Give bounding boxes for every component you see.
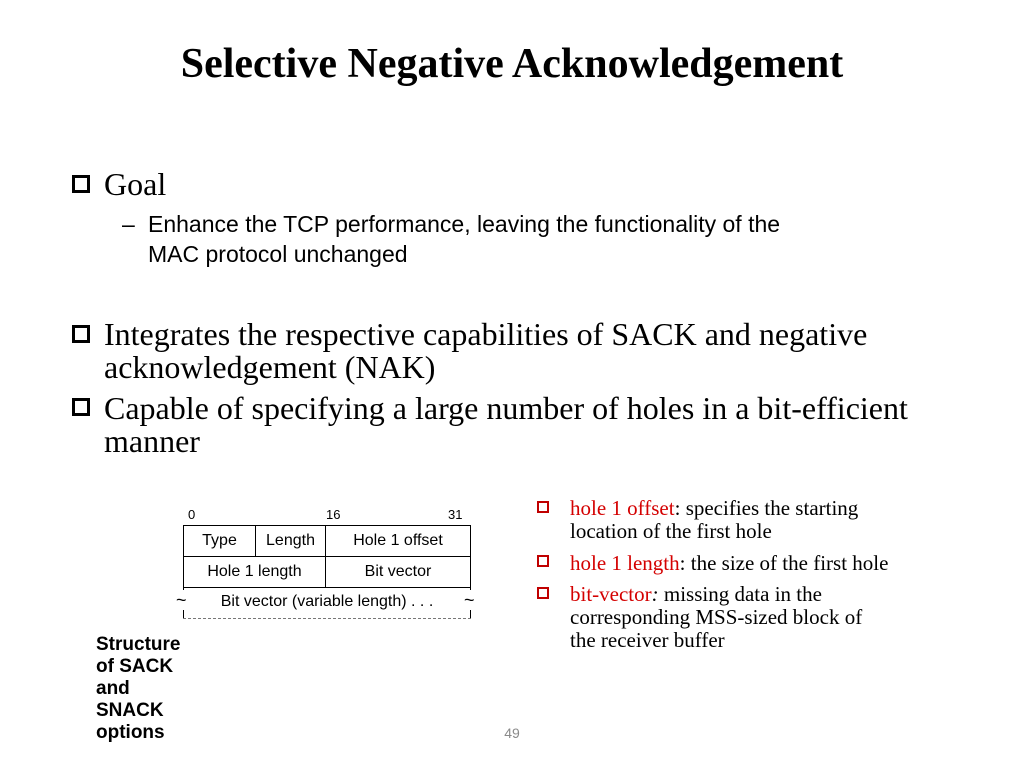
term-separator: :: [674, 496, 681, 520]
definition-bit-vector: [570, 583, 862, 652]
bit-label-31: 31: [448, 507, 463, 522]
red-square-bullet-icon: [537, 501, 549, 513]
bullet-capable: Capable of specifying a large number of holes in a bit-efficient manner: [104, 390, 908, 459]
goal-subpoint-line2: MAC protocol unchanged: [148, 241, 408, 267]
slide-title: Selective Negative Acknowledgement: [180, 41, 844, 87]
cell-hole1-offset: Hole 1 offset: [325, 525, 471, 557]
definition-text: specifies the starting: [680, 496, 859, 520]
tilde-left: ~: [176, 590, 187, 610]
red-square-bullet-icon: [537, 587, 549, 599]
definition-bit-vector-line3: the receiver buffer: [570, 628, 725, 652]
term-separator: :: [679, 551, 686, 575]
bullet-integrates: Integrates the respective capabilities of SACK and negative acknowledgement (NAK): [104, 316, 868, 385]
goal-subpoint: [148, 209, 968, 269]
definition-text: the size of the first hole: [685, 551, 889, 575]
diagram-caption: Structure of SACK and SNACK options: [96, 634, 181, 743]
bullet-goal: Goal: [104, 166, 167, 202]
square-bullet-icon: [72, 325, 90, 343]
bit-label-0: 0: [188, 507, 196, 522]
cell-hole1-length: Hole 1 length: [183, 556, 326, 588]
tilde-right: ~: [464, 590, 475, 610]
bit-label-16: 16: [326, 507, 341, 522]
definition-hole1-length: [570, 552, 888, 575]
definition-hole1-offset: [570, 497, 858, 543]
cell-bit-vector: Bit vector: [325, 556, 471, 588]
term-bit-vector: bit-vector: [570, 582, 652, 606]
term-hole1-offset: hole 1 offset: [570, 496, 675, 520]
cell-length: Length: [255, 525, 326, 557]
definition-hole1-offset-line2: location of the first hole: [570, 519, 772, 543]
definition-bit-vector-line2: corresponding MSS-sized block of: [570, 605, 863, 629]
term-hole1-length: hole 1 length: [570, 551, 680, 575]
diagram-bottom-edge: [183, 618, 471, 619]
cell-type: Type: [183, 525, 256, 557]
page-number: 49: [504, 725, 520, 741]
definition-hole1-offset-line1: [570, 497, 858, 520]
cell-bit-vector-variable-text: Bit vector (variable length) . . .: [220, 593, 434, 610]
definition-text: missing data in the: [658, 582, 822, 606]
goal-subpoint-line1: Enhance the TCP performance, leaving the functionality of the: [148, 211, 781, 237]
dash-bullet: –: [122, 211, 135, 237]
square-bullet-icon: [72, 398, 90, 416]
definition-bit-vector-line1: [570, 583, 862, 606]
square-bullet-icon: [72, 175, 90, 193]
red-square-bullet-icon: [537, 555, 549, 567]
cell-bit-vector-variable: [183, 587, 471, 619]
term-separator: :: [651, 582, 659, 606]
